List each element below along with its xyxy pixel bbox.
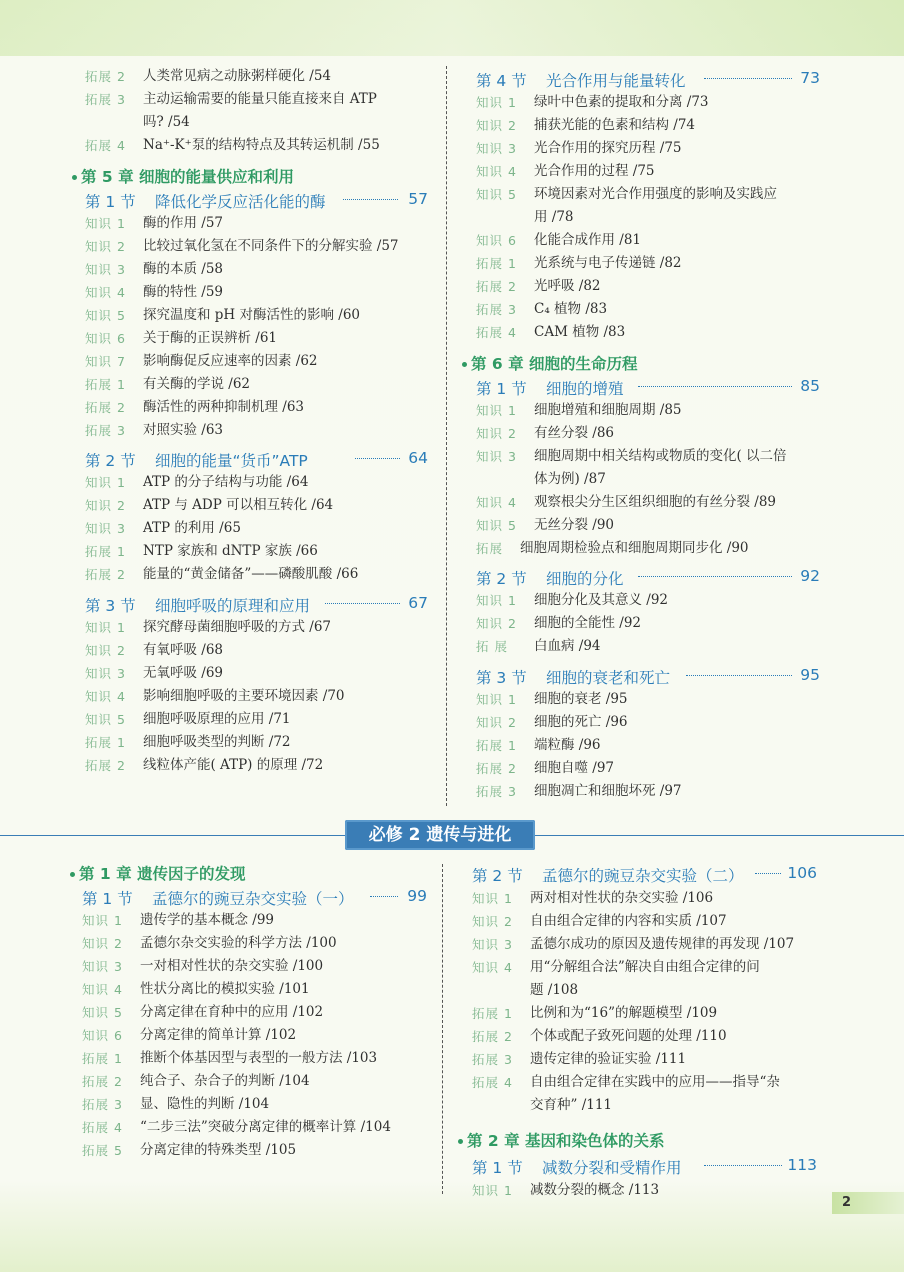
leader-dots <box>704 78 792 79</box>
leader-dots <box>686 675 792 676</box>
chapter-5-heading[interactable]: 第 5 章 细胞的能量供应和利用 <box>72 165 294 187</box>
leader-dots <box>638 386 792 387</box>
section-5-3-heading[interactable]: 第 3 节 细胞呼吸的原理和应用 67 <box>85 594 428 615</box>
bullet-icon <box>72 175 77 180</box>
section-6-1-heading[interactable]: 第 1 节 细胞的增殖 85 <box>476 377 820 398</box>
bullet-icon <box>458 1139 463 1144</box>
chapter-6-heading[interactable]: 第 6 章 细胞的生命历程 <box>462 352 637 374</box>
leader-dots <box>638 576 792 577</box>
chapter-2-heading[interactable]: 第 2 章 基因和染色体的关系 <box>458 1129 664 1151</box>
leader-dots <box>355 458 400 459</box>
section-5-1-heading[interactable]: 第 1 节 降低化学反应活化能的酶 57 <box>85 190 428 211</box>
section-6-3-heading[interactable]: 第 3 节 细胞的衰老和死亡 95 <box>476 666 820 687</box>
banner-rule-left <box>0 835 345 836</box>
bullet-icon <box>70 872 75 877</box>
section-6-2-heading[interactable]: 第 2 节 细胞的分化 92 <box>476 567 820 588</box>
column-divider-top <box>446 66 447 806</box>
page-number: 2 <box>832 1192 904 1214</box>
column-divider-bottom <box>442 864 443 1194</box>
section-2-1-heading[interactable]: 第 1 节 减数分裂和受精作用 113 <box>472 1156 817 1177</box>
section-1-2-heading[interactable]: 第 2 节 孟德尔的豌豆杂交实验（二） 106 <box>472 864 817 885</box>
leader-dots <box>370 896 398 897</box>
section-1-1-heading[interactable]: 第 1 节 孟德尔的豌豆杂交实验（一） 99 <box>82 887 427 908</box>
section-5-2-heading[interactable]: 第 2 节 细胞的能量“货币”ATP 64 <box>85 449 428 470</box>
section-5-4-heading[interactable]: 第 4 节 光合作用与能量转化 73 <box>476 69 820 90</box>
leader-dots <box>325 603 400 604</box>
bullet-icon <box>462 362 467 367</box>
leader-dots <box>704 1165 782 1166</box>
module-banner: 必修 2 遗传与进化 <box>345 820 535 850</box>
leader-dots <box>755 873 781 874</box>
leader-dots <box>343 199 398 200</box>
banner-rule-right <box>535 835 904 836</box>
chapter-1-heading[interactable]: 第 1 章 遗传因子的发现 <box>70 862 245 884</box>
top-decorative-band <box>0 0 904 56</box>
